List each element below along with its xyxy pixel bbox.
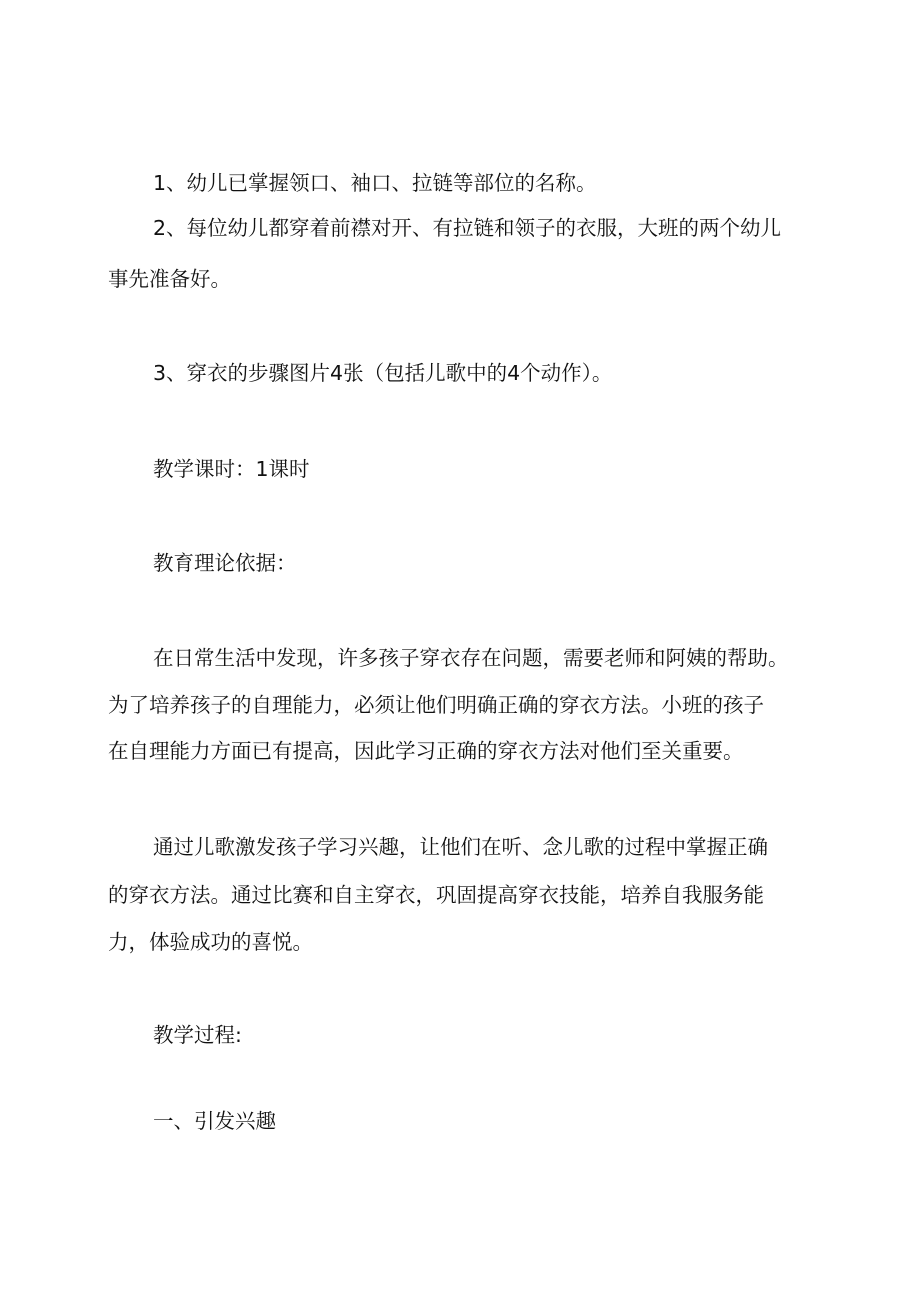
- list-item-2-line-1: 2、每位幼儿都穿着前襟对开、有拉链和领子的衣服，大班的两个幼儿: [153, 216, 782, 240]
- list-item-2-line-2: 事先准备好。: [108, 267, 231, 291]
- section-1-heading: 一、引发兴趣: [153, 1109, 276, 1133]
- theory-heading: 教育理论依据：: [153, 551, 297, 575]
- paragraph-1-line-2: 为了培养孩子的自理能力，必须让他们明确正确的穿衣方法。小班的孩子: [108, 693, 764, 717]
- list-item-3: 3、穿衣的步骤图片4张（包括儿歌中的4个动作）。: [153, 361, 613, 385]
- paragraph-2-line-3: 力，体验成功的喜悦。: [108, 930, 313, 954]
- list-item-1: 1、幼儿已掌握领口、袖口、拉链等部位的名称。: [153, 171, 597, 195]
- teaching-hours: 教学课时：1课时: [153, 457, 310, 481]
- paragraph-1-line-3: 在自理能力方面已有提高，因此学习正确的穿衣方法对他们至关重要。: [108, 739, 744, 763]
- process-heading: 教学过程:: [153, 1023, 242, 1047]
- paragraph-1-line-1: 在日常生活中发现，许多孩子穿衣存在问题，需要老师和阿姨的帮助。: [153, 646, 789, 670]
- paragraph-2-line-1: 通过儿歌激发孩子学习兴趣，让他们在听、念儿歌的过程中掌握正确: [153, 835, 768, 859]
- paragraph-2-line-2: 的穿衣方法。通过比赛和自主穿衣，巩固提高穿衣技能，培养自我服务能: [108, 883, 764, 907]
